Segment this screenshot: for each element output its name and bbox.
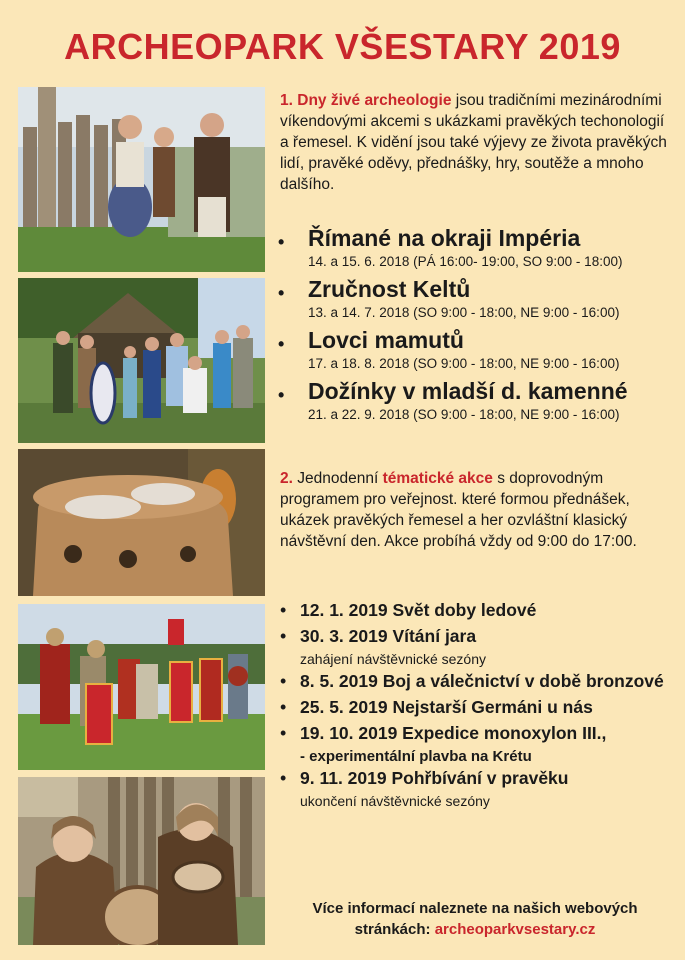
section-1-intro: [280, 90, 675, 195]
event-subtitle: zahájení návštěvnické sezóny: [300, 651, 486, 667]
list-item: [278, 326, 678, 373]
photo-group-hut: [18, 278, 265, 443]
event-name: Zručnost Keltů: [308, 276, 471, 302]
section-1-text: jsou tradičními mezinárodními víkendovými akcemi s ukázkami pravěkých techonologií a řemesel. K vidění jsou také výjevy ze života pravěkých lidí, pravěké oděvy, přednášky, hry, soutěže a mnoho dalšího.: [280, 92, 667, 193]
event-title: 9. 11. 2019 Pohřbívání v pravěku: [300, 768, 569, 788]
bullet-icon: •: [280, 671, 287, 691]
bullet-icon: •: [278, 385, 285, 405]
poster-title: ARCHEOPARK VŠESTARY 2019: [64, 26, 621, 67]
photo-roman-soldiers: [18, 604, 265, 770]
bullet-icon: •: [280, 768, 287, 788]
list-item: [278, 721, 678, 766]
footer-line-2: [270, 919, 680, 940]
bullet-icon: •: [280, 723, 287, 743]
event-time: 21. a 22. 9. 2018 (SO 9:00 - 18:00, NE 9:00 - 16:00): [308, 407, 620, 422]
website-link[interactable]: archeoparkvsestary.cz: [434, 921, 596, 938]
section-2-text: s doprovodným programem pro veřejnost. které formou přednášek, ukázek pravěkých řemesel a her ozvláštní klasický návštěvní den. Akce probíhá vždy od 9:00 do 17:00.: [280, 470, 637, 550]
event-subtitle: ukončení návštěvnické sezóny: [300, 793, 490, 809]
event-title: 30. 3. 2019 Vítání jara: [300, 626, 477, 646]
list-item: [278, 275, 678, 322]
thematic-events: [278, 598, 678, 811]
event-name: Lovci mamutů: [308, 327, 464, 353]
section-2-highlight: tématické akce: [382, 470, 493, 487]
list-item: [278, 669, 678, 695]
list-item: [278, 695, 678, 721]
event-subtitle: - experimentální plavba na Krétu: [300, 748, 532, 765]
list-item: [278, 224, 678, 271]
event-time: 17. a 18. 8. 2018 (SO 9:00 - 18:00, NE 9:00 - 16:00): [308, 356, 620, 371]
footer-label: stránkách:: [354, 921, 431, 938]
event-title: 12. 1. 2019 Svět doby ledové: [300, 600, 537, 620]
event-title: 25. 5. 2019 Nejstarší Germáni u nás: [300, 697, 593, 717]
footer-info: [270, 898, 680, 940]
list-item: [278, 598, 678, 624]
list-item: [278, 766, 678, 811]
event-time: 14. a 15. 6. 2018 (PÁ 16:00- 19:00, SO 9:00 - 18:00): [308, 254, 623, 269]
section-1-highlight: Dny živé archeologie: [297, 92, 452, 109]
list-item: [278, 624, 678, 669]
footer-line-1: Více informací naleznete na našich webových: [312, 900, 638, 917]
bullet-icon: •: [280, 626, 287, 646]
event-title: 19. 10. 2019 Expedice monoxylon III.,: [300, 723, 607, 743]
photo-living-archaeology: [18, 87, 265, 272]
section-1-number: 1.: [280, 92, 293, 109]
event-name: Dožínky v mladší d. kamenné: [308, 378, 628, 404]
event-name: Římané na okraji Impéria: [308, 225, 581, 251]
bullet-icon: •: [278, 232, 285, 252]
photo-clay-vessel: [18, 449, 265, 596]
section-2-number: 2.: [280, 470, 293, 487]
event-title: 8. 5. 2019 Boj a válečnictví v době bronzové: [300, 671, 664, 691]
section-2-text-before: Jednodenní: [297, 470, 379, 487]
bullet-icon: •: [280, 697, 287, 717]
list-item: [278, 377, 678, 424]
photo-children-drums: [18, 777, 265, 945]
living-archaeology-events: [278, 224, 678, 428]
event-time: 13. a 14. 7. 2018 (SO 9:00 - 18:00, NE 9:00 - 16:00): [308, 305, 620, 320]
section-2-intro: [280, 468, 675, 552]
bullet-icon: •: [280, 600, 287, 620]
bullet-icon: •: [278, 334, 285, 354]
bullet-icon: •: [278, 283, 285, 303]
